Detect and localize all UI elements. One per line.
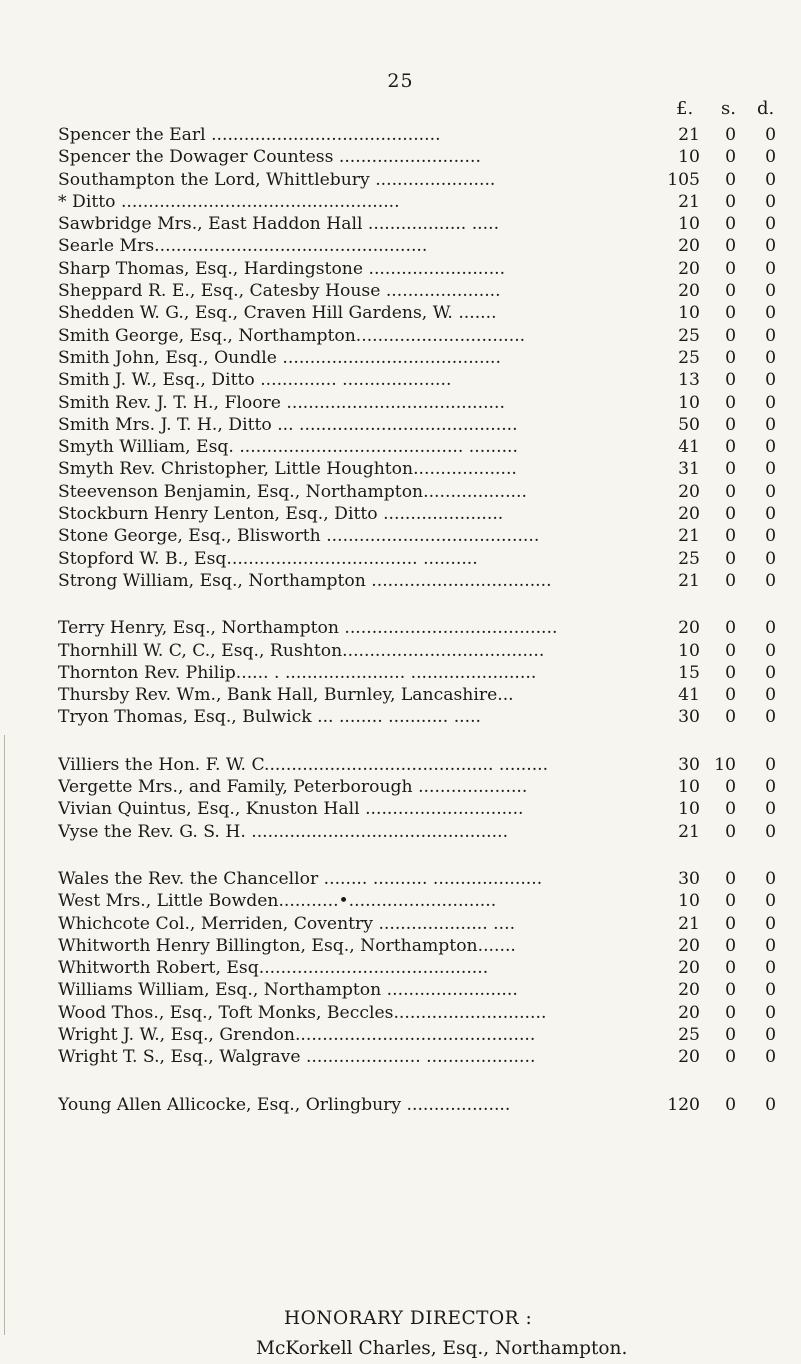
subscriber-name: Sawbridge Mrs., East Haddon Hall .................. ..... [58, 214, 500, 235]
subscriber-name: Whichcote Col., Merriden, Coventry .................... .... [58, 913, 516, 934]
amount-shillings: 0 [725, 459, 736, 480]
amount-pence: 0 [765, 481, 776, 502]
honorary-director-heading: HONORARY DIRECTOR : [284, 1308, 533, 1329]
amount-pence: 0 [765, 662, 776, 683]
entry-group [58, 1094, 778, 1116]
amount-pence: 0 [765, 707, 776, 728]
amount-pence: 0 [765, 1094, 776, 1115]
subscriber-name: Stopford W. B., Esq................................... .......... [58, 548, 478, 569]
amount-shillings: 0 [725, 640, 736, 661]
amount-shillings: 0 [725, 777, 736, 798]
amount-pounds: 120 [667, 1094, 700, 1115]
subscriber-row [58, 458, 778, 480]
amount-shillings: 0 [725, 437, 736, 458]
subscriber-name: Searle Mrs.................................................. [58, 236, 428, 257]
subscriber-row [58, 1002, 778, 1024]
entry-group [58, 617, 778, 728]
amount-pounds: 21 [678, 526, 700, 547]
subscriber-list [58, 124, 778, 1116]
subscriber-row [58, 570, 778, 592]
subscriber-name: Tryon Thomas, Esq., Bulwick ... ........ ........... ..... [58, 707, 482, 728]
amount-pounds: 21 [678, 821, 700, 842]
subscriber-row [58, 798, 778, 820]
subscriber-name: Whitworth Henry Billington, Esq., Northampton....... [58, 935, 516, 956]
subscriber-name: Wright J. W., Esq., Grendon............................................ [58, 1024, 536, 1045]
subscriber-row [58, 258, 778, 280]
subscriber-name: Smith John, Esq., Oundle ........................................ [58, 347, 501, 368]
subscriber-row [58, 169, 778, 191]
honorary-director-name: McKorkell Charles, Esq., Northampton. [256, 1338, 628, 1359]
amount-pence: 0 [765, 868, 776, 889]
amount-pounds: 25 [678, 548, 700, 569]
amount-shillings: 0 [725, 281, 736, 302]
subscriber-row [58, 124, 778, 146]
subscriber-row [58, 481, 778, 503]
subscriber-row [58, 617, 778, 639]
amount-pounds: 30 [678, 754, 700, 775]
amount-pence: 0 [765, 640, 776, 661]
amount-shillings: 0 [725, 1024, 736, 1045]
amount-pence: 0 [765, 548, 776, 569]
amount-shillings: 0 [725, 504, 736, 525]
subscriber-name: Spencer the Dowager Countess .......................... [58, 147, 481, 168]
subscriber-name: Vyse the Rev. G. S. H. ............................................... [58, 821, 509, 842]
subscriber-name: Terry Henry, Esq., Northampton ....................................... [58, 618, 558, 639]
amount-pence: 0 [765, 1047, 776, 1068]
page-edge-shadow [4, 735, 5, 1335]
shillings-column-header: s. [721, 98, 736, 119]
amount-pence: 0 [765, 125, 776, 145]
entry-group [58, 754, 778, 843]
subscriber-name: Sharp Thomas, Esq., Hardingstone ......................... [58, 258, 506, 279]
amount-shillings: 0 [725, 935, 736, 956]
subscriber-row [58, 369, 778, 391]
amount-pence: 0 [765, 913, 776, 934]
amount-pence: 0 [765, 437, 776, 458]
subscriber-row [58, 392, 778, 414]
amount-shillings: 0 [725, 662, 736, 683]
amount-shillings: 0 [725, 958, 736, 979]
amount-pounds: 31 [678, 459, 700, 480]
amount-pence: 0 [765, 191, 776, 212]
amount-pounds: 21 [678, 570, 700, 591]
amount-pence: 0 [765, 392, 776, 413]
subscriber-name: Wood Thos., Esq., Toft Monks, Beccles............................ [58, 1002, 547, 1023]
amount-shillings: 0 [725, 618, 736, 639]
amount-pounds: 20 [678, 958, 700, 979]
amount-pence: 0 [765, 526, 776, 547]
page-number: 25 [387, 70, 414, 92]
amount-shillings: 0 [725, 214, 736, 235]
subscriber-row [58, 146, 778, 168]
amount-shillings: 0 [725, 392, 736, 413]
amount-pounds: 30 [678, 868, 700, 889]
amount-shillings: 0 [725, 258, 736, 279]
amount-pounds: 10 [678, 777, 700, 798]
amount-pounds: 10 [678, 147, 700, 168]
amount-pence: 0 [765, 258, 776, 279]
amount-shillings: 0 [725, 913, 736, 934]
subscriber-name: Wales the Rev. the Chancellor ........ .......... .................... [58, 868, 543, 889]
subscriber-name: Williams William, Esq., Northampton ........................ [58, 980, 518, 1001]
subscriber-row [58, 890, 778, 912]
subscriber-row [58, 191, 778, 213]
amount-pence: 0 [765, 685, 776, 706]
subscriber-row [58, 868, 778, 890]
amount-pounds: 13 [678, 370, 700, 391]
amount-shillings: 0 [725, 481, 736, 502]
amount-shillings: 0 [725, 169, 736, 190]
amount-pounds: 10 [678, 640, 700, 661]
subscriber-row [58, 1024, 778, 1046]
pence-column-header: d. [757, 98, 775, 119]
amount-pounds: 30 [678, 707, 700, 728]
subscriber-row [58, 213, 778, 235]
subscriber-name: Shedden W. G., Esq., Craven Hill Gardens, W. ....... [58, 303, 497, 324]
amount-shillings: 0 [725, 236, 736, 257]
amount-pounds: 25 [678, 1024, 700, 1045]
amount-pence: 0 [765, 169, 776, 190]
amount-pence: 0 [765, 236, 776, 257]
amount-pounds: 20 [678, 1002, 700, 1023]
subscriber-name: West Mrs., Little Bowden...........•........................... [58, 891, 497, 912]
subscriber-name: Vivian Quintus, Esq., Knuston Hall ............................. [58, 799, 524, 820]
subscriber-row [58, 1046, 778, 1068]
amount-pounds: 41 [678, 437, 700, 458]
amount-shillings: 0 [725, 526, 736, 547]
amount-pounds: 25 [678, 347, 700, 368]
amount-pounds: 41 [678, 685, 700, 706]
amount-shillings: 0 [725, 325, 736, 346]
amount-shillings: 0 [725, 570, 736, 591]
amount-pence: 0 [765, 303, 776, 324]
subscriber-name: Thursby Rev. Wm., Bank Hall, Burnley, Lancashire... [58, 685, 514, 706]
subscriber-row [58, 662, 778, 684]
subscriber-name: Whitworth Robert, Esq.......................................... [58, 958, 489, 979]
subscriber-row [58, 325, 778, 347]
subscriber-name: Smith George, Esq., Northampton............................... [58, 325, 526, 346]
subscriber-row [58, 525, 778, 547]
amount-pounds: 20 [678, 935, 700, 956]
subscriber-name: Wright T. S., Esq., Walgrave ..................... .................... [58, 1047, 536, 1068]
amount-pence: 0 [765, 754, 776, 775]
amount-pounds: 20 [678, 281, 700, 302]
subscriber-name: Smyth Rev. Christopher, Little Houghton................... [58, 459, 517, 480]
amount-pounds: 10 [678, 214, 700, 235]
amount-pence: 0 [765, 821, 776, 842]
amount-pounds: 50 [678, 414, 700, 435]
amount-pounds: 10 [678, 891, 700, 912]
amount-pence: 0 [765, 281, 776, 302]
subscriber-row [58, 776, 778, 798]
subscriber-row [58, 347, 778, 369]
amount-pence: 0 [765, 1002, 776, 1023]
amount-shillings: 0 [725, 1002, 736, 1023]
amount-shillings: 0 [725, 891, 736, 912]
subscriber-name: Smith Mrs. J. T. H., Ditto ... ........................................ [58, 414, 518, 435]
amount-shillings: 10 [714, 754, 736, 775]
subscriber-row [58, 436, 778, 458]
subscriber-name: Thornton Rev. Philip...... . ...................... ....................... [58, 662, 537, 683]
amount-pounds: 21 [678, 191, 700, 212]
amount-pence: 0 [765, 347, 776, 368]
amount-pence: 0 [765, 777, 776, 798]
amount-pounds: 20 [678, 258, 700, 279]
subscriber-name: Spencer the Earl .......................................... [58, 125, 441, 145]
subscriber-name: Young Allen Allicocke, Esq., Orlingbury ................... [58, 1094, 511, 1115]
amount-shillings: 0 [725, 347, 736, 368]
amount-shillings: 0 [725, 125, 736, 145]
amount-pence: 0 [765, 1024, 776, 1045]
entry-group [58, 124, 778, 592]
subscriber-row [58, 754, 778, 776]
amount-pence: 0 [765, 958, 776, 979]
amount-pence: 0 [765, 935, 776, 956]
subscriber-name: Stockburn Henry Lenton, Esq., Ditto ...................... [58, 504, 504, 525]
subscriber-row [58, 979, 778, 1001]
amount-pounds: 21 [678, 125, 700, 145]
amount-shillings: 0 [725, 370, 736, 391]
subscriber-name: Stone George, Esq., Blisworth ....................................... [58, 526, 540, 547]
subscriber-name: Villiers the Hon. F. W. C.......................................... ......... [58, 754, 549, 775]
subscriber-row [58, 935, 778, 957]
subscriber-name: * Ditto ................................................... [58, 191, 400, 212]
amount-pounds: 20 [678, 504, 700, 525]
pounds-column-header: £. [676, 98, 694, 119]
amount-pence: 0 [765, 504, 776, 525]
amount-pounds: 15 [678, 662, 700, 683]
amount-pence: 0 [765, 414, 776, 435]
amount-pounds: 20 [678, 1047, 700, 1068]
amount-pence: 0 [765, 325, 776, 346]
amount-shillings: 0 [725, 799, 736, 820]
amount-shillings: 0 [725, 821, 736, 842]
amount-pounds: 10 [678, 392, 700, 413]
subscriber-row [58, 1094, 778, 1116]
amount-pence: 0 [765, 370, 776, 391]
subscriber-row [58, 280, 778, 302]
amount-shillings: 0 [725, 1047, 736, 1068]
amount-pounds: 105 [667, 169, 700, 190]
amount-shillings: 0 [725, 414, 736, 435]
amount-pounds: 21 [678, 913, 700, 934]
subscriber-name: Thornhill W. C, C., Esq., Rushton..................................... [58, 640, 545, 661]
subscriber-row [58, 821, 778, 843]
subscriber-name: Smith J. W., Esq., Ditto .............. .................... [58, 370, 452, 391]
amount-pence: 0 [765, 618, 776, 639]
amount-shillings: 0 [725, 303, 736, 324]
amount-pence: 0 [765, 799, 776, 820]
subscriber-row [58, 548, 778, 570]
subscriber-row [58, 706, 778, 728]
amount-pounds: 25 [678, 325, 700, 346]
subscriber-name: Steevenson Benjamin, Esq., Northampton................... [58, 481, 527, 502]
amount-pence: 0 [765, 570, 776, 591]
subscriber-row [58, 957, 778, 979]
amount-pounds: 10 [678, 303, 700, 324]
subscriber-name: Southampton the Lord, Whittlebury ...................... [58, 169, 496, 190]
amount-pounds: 20 [678, 980, 700, 1001]
amount-pence: 0 [765, 980, 776, 1001]
amount-shillings: 0 [725, 147, 736, 168]
entry-group [58, 868, 778, 1069]
subscriber-name: Smyth William, Esq. ......................................... ......... [58, 437, 518, 458]
amount-shillings: 0 [725, 548, 736, 569]
subscriber-row [58, 640, 778, 662]
amount-shillings: 0 [725, 685, 736, 706]
subscriber-row [58, 302, 778, 324]
amount-pence: 0 [765, 214, 776, 235]
subscriber-name: Sheppard R. E., Esq., Catesby House ..................... [58, 281, 501, 302]
amount-pence: 0 [765, 147, 776, 168]
subscriber-row [58, 503, 778, 525]
amount-shillings: 0 [725, 191, 736, 212]
amount-pounds: 20 [678, 236, 700, 257]
amount-shillings: 0 [725, 707, 736, 728]
subscriber-name: Vergette Mrs., and Family, Peterborough .................... [58, 777, 528, 798]
amount-pence: 0 [765, 891, 776, 912]
subscriber-row [58, 414, 778, 436]
subscriber-name: Smith Rev. J. T. H., Floore ........................................ [58, 392, 505, 413]
amount-shillings: 0 [725, 868, 736, 889]
amount-shillings: 0 [725, 1094, 736, 1115]
subscriber-row [58, 684, 778, 706]
amount-pounds: 20 [678, 481, 700, 502]
subscriber-row [58, 235, 778, 257]
subscriber-name: Strong William, Esq., Northampton ................................. [58, 570, 552, 591]
amount-pounds: 20 [678, 618, 700, 639]
subscriber-row [58, 913, 778, 935]
amount-shillings: 0 [725, 980, 736, 1001]
amount-pence: 0 [765, 459, 776, 480]
amount-pounds: 10 [678, 799, 700, 820]
